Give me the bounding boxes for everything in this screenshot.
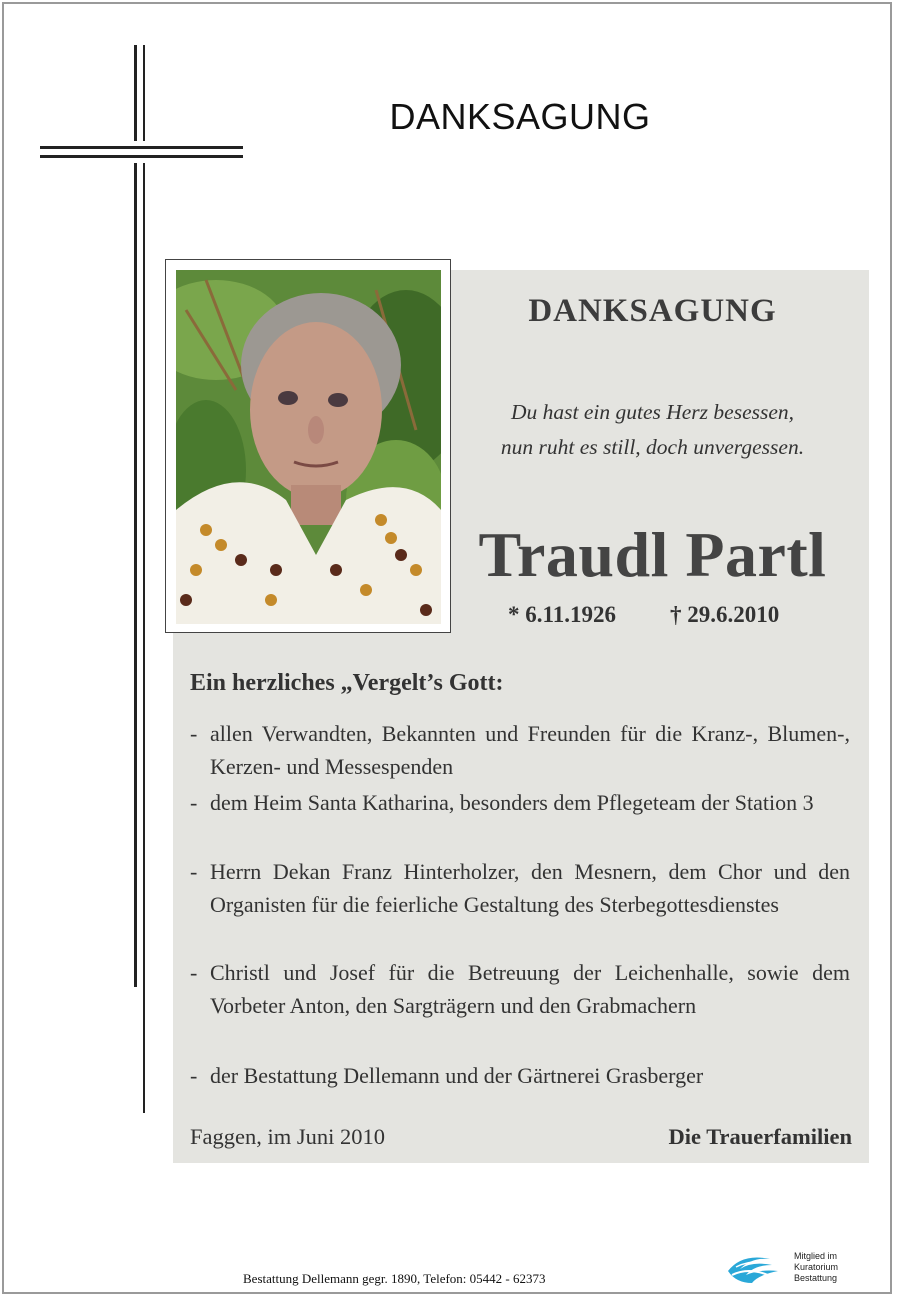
thanks-heading: Ein herzliches „Vergelt’s Gott: (190, 670, 504, 696)
verse-line: Du hast ein gutes Herz besessen, (510, 400, 795, 424)
footer-contact: Bestattung Dellemann gegr. 1890, Telefon: 05442 - 62373 (243, 1271, 546, 1286)
logo-line: Mitglied im (794, 1251, 838, 1261)
page-title: DANKSAGUNG (389, 96, 651, 137)
signature: Die Trauerfamilien (668, 1124, 852, 1149)
place-date: Faggen, im Juni 2010 (190, 1124, 385, 1149)
portrait-photo (176, 270, 441, 624)
kuratorium-logo-icon (722, 1249, 792, 1289)
clipping-heading: DANKSAGUNG (528, 293, 777, 329)
deceased-name: Traudl Partl (478, 519, 827, 590)
birth-date: * 6.11.1926 (508, 602, 616, 627)
logo-line: Kuratorium Bestattung (794, 1262, 839, 1283)
kuratorium-logo-text (794, 1251, 864, 1284)
thanks-item: - Herrn Dekan Franz Hinterholzer, den Mesnern, dem Chor und den Organisten für die feierliche Gestaltung des Sterbegottesdienstes (190, 859, 850, 917)
thanks-item: - allen Verwandten, Bekannten und Freunden für die Kranz-, Blumen-, Kerzen- und Messespenden (190, 721, 850, 779)
death-date: † 29.6.2010 (670, 602, 780, 627)
thanks-item: - Christl und Josef für die Betreuung der Leichenhalle, sowie dem Vorbeter Anton, den Sargträgern und den Grabmachern (190, 960, 850, 1018)
thanks-item: - der Bestattung Dellemann und der Gärtnerei Grasberger (190, 1063, 704, 1088)
thanks-item: - dem Heim Santa Katharina, besonders dem Pflegeteam der Station 3 (190, 790, 814, 815)
memorial-verse (455, 395, 850, 465)
verse-line: nun ruht es still, doch unvergessen. (500, 435, 805, 459)
